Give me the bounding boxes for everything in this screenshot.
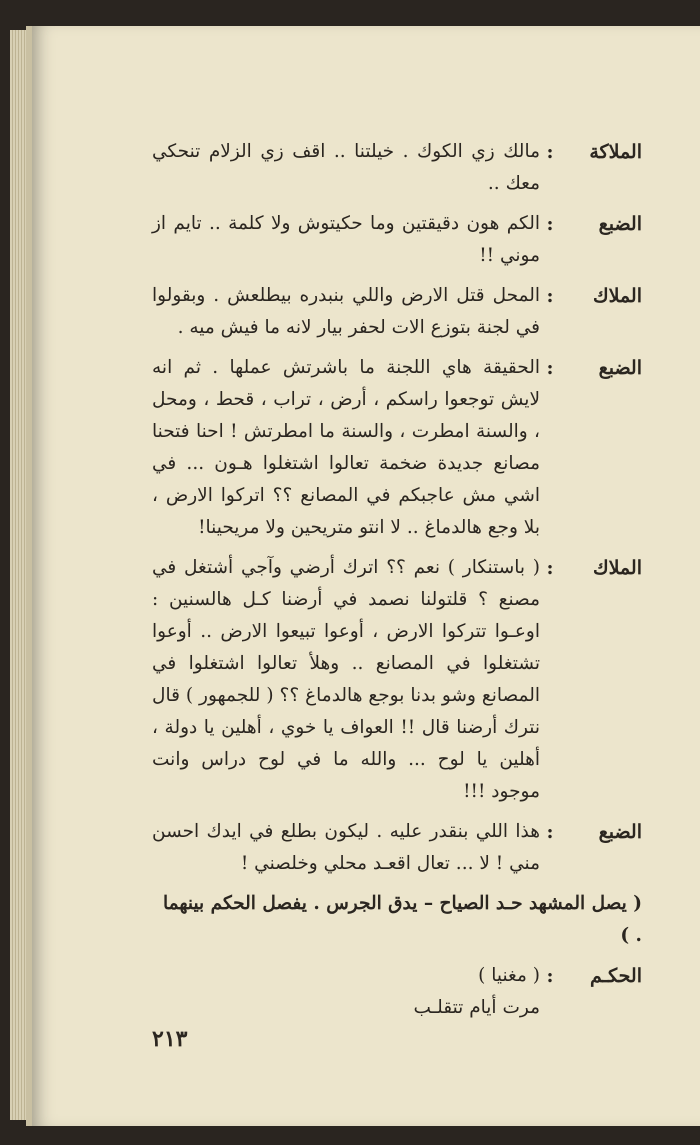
speaker-name: الضبع (598, 821, 642, 843)
page-number: ٢١٣ (152, 1026, 188, 1052)
dialogue-text-line: ( مغنيا ) (478, 965, 540, 986)
dialogue-turn (152, 208, 642, 272)
dialogue-text: هذا اللي بنقدر عليه . ليكون بطلع في ايدك احسن مني ! لا ... تعال اقعـد محلي وخلصني ! (152, 821, 540, 874)
stage-direction: ( يصل المشهد حـد الصياح – يدق الجرس . يفصل الحكم بينهما . ) (163, 893, 642, 946)
speaker-colon: : (546, 357, 554, 379)
speaker-name: الضبع (598, 213, 642, 235)
speaker-colon: : (546, 141, 554, 163)
speaker-name: الملاك (592, 285, 642, 307)
dialogue-text: ( باستنكار ) نعم ؟؟ اترك أرضي وآجي أشتغل في مصنع ؟ قلتولنا نصمد في أرضنا كـل هالسنين : اوعـوا تتركوا الارض ، أوعوا تبيعوا الارض .. أوعوا تشتغلوا في المصانع .. وهلأ تعالوا اشتغلوا في المصانع وشو بدنا بوجع هالدماغ ؟؟ ( للجمهور ) قال نترك أرضنا قال !! العواف يا خوي ، أهلين يا دولة ، أهلين يا لوح ... والله ما في لوح دراس وانت موجود !!! (152, 557, 540, 802)
speaker-name: الضبع (598, 357, 642, 379)
speaker-colon: : (546, 821, 554, 843)
speaker-colon: : (546, 557, 554, 579)
dialogue-turn (152, 816, 642, 880)
speaker-name: الملاك (592, 557, 642, 579)
dialogue-turn (152, 552, 642, 808)
speaker-colon: : (546, 965, 554, 987)
speaker-name: الملاكة (589, 141, 642, 163)
dialogue-text: مالك زي الكوك . خيلتنا .. اقف زي الزلام تنحكي معك .. (152, 141, 540, 194)
dialogue-turn (152, 960, 642, 1024)
dialogue-text-line: مرت أيام تتقلـب (413, 997, 540, 1018)
book-page (26, 26, 700, 1126)
play-dialogue (152, 136, 642, 1032)
dialogue-turn (152, 136, 642, 200)
dialogue-text: الحقيقة هاي اللجنة ما باشرتش عملها . ثم انه لايش توجعوا راسكم ، أرض ، تراب ، قحط ، ومحل ، والسنة امطرت ، والسنة ما امطرتش ! احنا فتحنا مصانع جديدة ضخمة تعالوا اشتغلوا هـون ... في اشي مش عاجبكم في المصانع ؟؟ اتركوا الارض ، بلا وجع هالدماغ .. لا انتو متريحين ولا مريحينا! (152, 357, 540, 538)
speaker-colon: : (546, 213, 554, 235)
speaker-colon: : (546, 285, 554, 307)
dialogue-turn (152, 280, 642, 344)
dialogue-turn (152, 352, 642, 544)
speaker-name: الحكـم (589, 965, 642, 987)
dialogue-text: الكم هون دقيقتين وما حكيتوش ولا كلمة .. تايم از موني !! (152, 213, 540, 266)
dialogue-text (152, 960, 540, 1024)
dialogue-text: المحل قتل الارض واللي بنبدره بيطلعش . وبقولوا في لجنة بتوزع الات لحفر بيار لانه ما فيش ميه . (152, 285, 540, 338)
